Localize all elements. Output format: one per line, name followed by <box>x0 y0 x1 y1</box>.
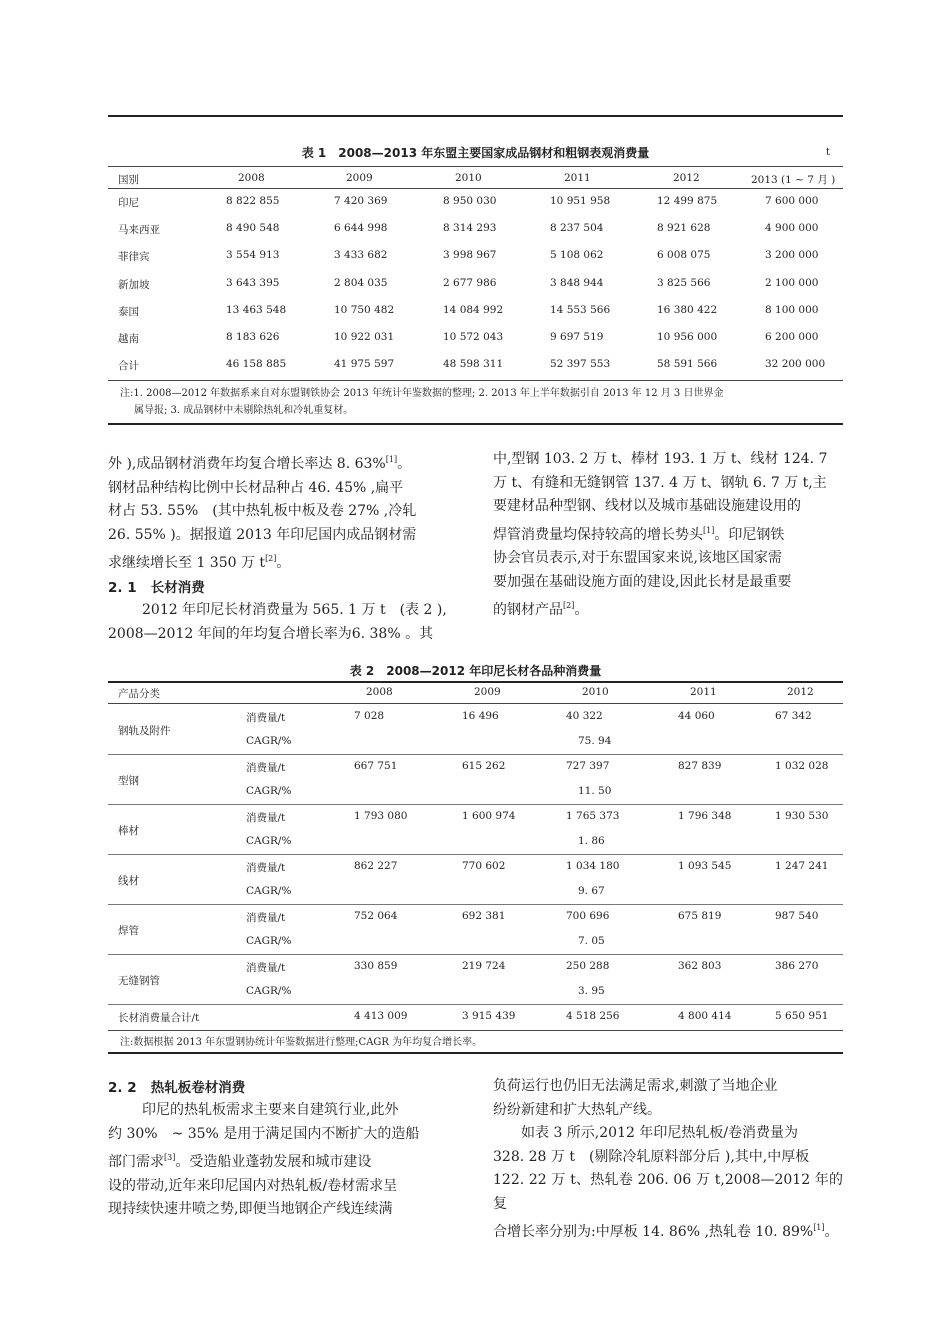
citation: [1] <box>385 455 398 464</box>
table1-cell: 48 598 311 <box>443 358 504 371</box>
table2-cell: 1 600 974 <box>462 810 516 822</box>
table1-bottom-rule <box>108 380 843 381</box>
text-line: 。受造船业蓬勃发展和城市建设 <box>175 1154 372 1170</box>
text-line: 外 ),成品钢材消费年均复合增长率达 8. 63% <box>108 456 386 472</box>
text-line: 约 30% ~ 35% 是用于满足国内不断扩大的造船 <box>108 1125 420 1142</box>
table1-caption: 表 1 2008—2013 年东盟主要国家成品钢材和粗钢表观消费量 <box>301 146 650 160</box>
table1-cell: 16 380 422 <box>657 303 718 316</box>
table1-cell: 3 200 000 <box>765 249 819 262</box>
table1-cell: 10 572 043 <box>443 331 504 343</box>
section-title: 长材消费 <box>150 580 205 596</box>
table2-cell: 987 540 <box>775 910 819 922</box>
table1-header-cell: 国别 <box>118 174 139 186</box>
table2-cell: 1 034 180 <box>566 860 620 872</box>
table2-metric-label: CAGR/% <box>246 985 292 997</box>
table2-cell: 1 793 080 <box>354 810 408 822</box>
section-number: 2. 2 <box>108 1080 137 1096</box>
table1-cell: 32 200 000 <box>765 358 826 371</box>
text-line: 合增长率分别为:中厚板 14. 86% ,热轧卷 10. 89% <box>493 1224 814 1240</box>
table1-cell: 8 183 626 <box>226 331 280 343</box>
citation: [2] <box>563 601 575 610</box>
section-title: 热轧板卷材消费 <box>150 1080 246 1096</box>
table2-cell: 770 602 <box>462 860 506 872</box>
table2-cell: 362 803 <box>678 960 722 972</box>
table1-row-label: 菲律宾 <box>118 251 150 264</box>
table2-cell: 667 751 <box>354 760 398 772</box>
table2-total-cell: 4 800 414 <box>678 1010 732 1022</box>
table1-cell: 10 750 482 <box>334 303 395 316</box>
text-line: 协会官员表示,对于东盟国家来说,该地区国家需 <box>493 550 782 566</box>
text-line: 印尼的热轧板需求主要来自建筑行业,此外 <box>142 1102 399 1118</box>
table2-cell: 1 930 530 <box>775 810 829 822</box>
table2-metric-label: CAGR/% <box>246 785 292 797</box>
text-line: 纷纷新建和扩大热轧产线。 <box>493 1101 661 1118</box>
table2-metric-label: 消费量/t <box>246 712 286 724</box>
table1-cell: 52 397 553 <box>550 358 611 371</box>
text-line: 要建材品种型钢、线材以及城市基础设施建设用的 <box>493 498 801 514</box>
table1-cell: 13 463 548 <box>226 303 287 316</box>
table1-header-rule-bottom <box>108 188 843 189</box>
citation: [1] <box>813 1223 825 1232</box>
table2-cell: 862 227 <box>354 860 398 872</box>
text-line: 2012 年印尼长材消费量为 565. 1 万 t (表 2 ), <box>142 602 447 618</box>
table1-note-line: 注:1. 2008—2012 年数据系来自对东盟钢铁协会 2013 年统计年鉴数据的整理; 2. 2013 年上半年数据引自 2013 年 12 月 3 日世界金 <box>120 388 724 399</box>
table2-row-separator <box>108 754 843 755</box>
table2-cell: 700 696 <box>566 910 610 922</box>
table2-metric-label: 消费量/t <box>246 862 286 874</box>
citation: [1] <box>703 525 715 535</box>
table2-cell: 330 859 <box>354 960 398 972</box>
text-line: 。印尼钢铁 <box>714 526 785 543</box>
table2-cell: 615 262 <box>462 760 506 772</box>
table1-top-rule <box>108 115 843 117</box>
text-line: 中,型钢 103. 2 万 t、棒材 193. 1 万 t、线材 124. 7 <box>493 451 828 467</box>
table1-cell: 3 848 944 <box>550 276 604 289</box>
table1-cell: 10 956 000 <box>657 331 718 343</box>
text-line: 现持续快速井喷之势,即便当地钢企产线连续满 <box>108 1201 393 1217</box>
table2-metric-label: CAGR/% <box>246 885 292 897</box>
table1-cell: 2 100 000 <box>765 276 819 289</box>
table1-row-label: 新加坡 <box>118 278 150 291</box>
table2-total-label: 长材消费量合计/t <box>118 1012 200 1024</box>
table1-header-cell: 2011 <box>564 172 591 184</box>
text-line: 328. 28 万 t (剔除冷轧原料部分后 ),其中,中厚板 <box>493 1148 810 1165</box>
text-line: 。 <box>574 602 589 618</box>
table1-header-cell: 2013 (1 ~ 7 月 ) <box>751 174 836 186</box>
table2-total-cell: 4 413 009 <box>354 1010 408 1022</box>
table1-cell: 12 499 875 <box>657 195 718 207</box>
table1-cell: 9 697 519 <box>550 331 604 343</box>
table2-total-cell: 3 915 439 <box>462 1010 516 1022</box>
table1-cell: 4 900 000 <box>765 222 819 235</box>
table2-header-cell: 2011 <box>690 686 717 698</box>
section-number: 2. 1 <box>108 580 137 596</box>
table2-total-cell: 5 650 951 <box>775 1010 829 1022</box>
table2-metric-label: CAGR/% <box>246 935 292 947</box>
table2-cell: 1 247 241 <box>775 860 829 872</box>
table2-cell: 386 270 <box>775 960 819 972</box>
left-paragraph-1 <box>108 448 463 576</box>
table2-cagr-cell: 1. 86 <box>578 835 605 847</box>
table1-end-rule <box>108 423 843 425</box>
text-line: 设的带动,近年来印尼国内对热轧板/卷材需求呈 <box>108 1177 398 1194</box>
table2-category-label: 钢轨及附件 <box>118 725 171 737</box>
table2-category-label: 线材 <box>118 875 139 887</box>
table1-cell: 8 822 855 <box>226 195 280 207</box>
table2-end-rule <box>108 1052 843 1054</box>
text-line: 万 t、有缝和无缝钢管 137. 4 万 t、钢轨 6. 7 万 t,主 <box>493 474 827 491</box>
table1-row-label: 越南 <box>118 333 139 345</box>
table2-total-cell: 4 518 256 <box>566 1010 620 1022</box>
table1-cell: 58 591 566 <box>657 358 718 371</box>
text-line: 要加强在基础设施方面的建设,因此长材是最重要 <box>493 573 792 590</box>
table2-cell: 219 724 <box>462 960 506 972</box>
table2-cell: 1 796 348 <box>678 810 732 822</box>
table2-category-label: 型钢 <box>118 775 139 787</box>
table2-header-cell: 2009 <box>474 686 501 698</box>
table1-cell: 41 975 597 <box>334 358 395 371</box>
table1-cell: 8 237 504 <box>550 222 604 235</box>
table1-cell: 8 314 293 <box>443 222 497 235</box>
table1-cell: 6 644 998 <box>334 222 388 235</box>
table2-cagr-cell: 9. 67 <box>578 885 605 897</box>
table2-row-separator <box>108 904 843 905</box>
table1-header-cell: 2010 <box>455 172 482 184</box>
table2-header-cell: 产品分类 <box>118 688 160 700</box>
table2-cell: 7 028 <box>354 710 385 722</box>
table1-cell: 3 433 682 <box>334 249 388 262</box>
table2-metric-label: 消费量/t <box>246 762 286 774</box>
table1-note <box>120 385 840 419</box>
table1-cell: 14 553 566 <box>550 303 611 316</box>
text-line: 26. 55% )。据报道 2013 年印尼国内成品钢材需 <box>108 526 417 543</box>
right-paragraph-1 <box>493 448 843 623</box>
text-line: 的钢材产品 <box>493 602 563 618</box>
table1-cell: 10 951 958 <box>550 195 611 207</box>
table1-cell: 8 921 628 <box>657 222 711 235</box>
text-line: 122. 22 万 t、热轧卷 206. 06 万 t,2008—2012 年的复 <box>493 1172 843 1212</box>
table2-note: 注:数据根据 2013 年东盟钢协统计年鉴数据进行整理;CAGR 为年均复合增长率。 <box>120 1037 483 1048</box>
table2-cell: 1 032 028 <box>775 760 829 772</box>
table2-cagr-cell: 7. 05 <box>578 935 605 947</box>
table2-cell: 727 397 <box>566 760 610 772</box>
table2-cell: 1 765 373 <box>566 810 620 822</box>
table1-cell: 3 825 566 <box>657 276 711 289</box>
left-paragraph-2 <box>108 599 463 646</box>
table1-header-rule-top <box>108 166 843 167</box>
table2-cell: 16 496 <box>462 710 499 722</box>
table2-row-separator <box>108 954 843 955</box>
table1-cell: 3 998 967 <box>443 249 497 262</box>
text-line: 。 <box>276 555 291 571</box>
table2-header-cell: 2010 <box>582 686 609 698</box>
table2-cell: 250 288 <box>566 960 610 972</box>
table1-row-label: 马来西亚 <box>118 224 160 237</box>
text-line: 。 <box>824 1224 839 1240</box>
table1-cell: 7 600 000 <box>765 195 819 207</box>
section-heading-2-2 <box>108 1076 245 1096</box>
table1-header-cell: 2009 <box>346 172 373 184</box>
table2-top-rule <box>108 681 843 683</box>
section-heading-2-1 <box>108 576 205 596</box>
text-line: 。 <box>397 456 412 472</box>
table2-cagr-cell: 11. 50 <box>578 785 612 797</box>
table2-cell: 675 819 <box>678 910 722 922</box>
text-line: 部门需求 <box>108 1154 164 1170</box>
table2-row-separator <box>108 804 843 805</box>
table1-cell: 2 677 986 <box>443 276 497 289</box>
table1-cell: 46 158 885 <box>226 358 287 371</box>
table2-metric-label: CAGR/% <box>246 735 292 747</box>
table1-cell: 8 100 000 <box>765 303 819 316</box>
table2-caption: 表 2 2008—2012 年印尼长材各品种消费量 <box>349 664 602 678</box>
table2-metric-label: 消费量/t <box>246 962 286 974</box>
table2-cell: 67 342 <box>775 710 812 722</box>
table1-unit: t <box>826 147 831 158</box>
table2-cagr-cell: 75. 94 <box>578 735 612 747</box>
table2-header-rule <box>108 703 843 704</box>
table1-row-label: 泰国 <box>118 305 139 318</box>
table2-category-label: 无缝钢管 <box>118 975 160 987</box>
citation: [2] <box>265 554 277 563</box>
table1-cell: 10 922 031 <box>334 331 395 343</box>
text-line: 焊管消费量均保持较高的增长势头 <box>493 526 703 543</box>
table2-cell: 40 322 <box>566 710 603 722</box>
citation: [3] <box>164 1153 176 1162</box>
table2-category-label: 棒材 <box>118 825 139 837</box>
text-line: 如表 3 所示,2012 年印尼热轧板/卷消费量为 <box>521 1125 799 1141</box>
table2-bottom-rule <box>108 1030 843 1031</box>
table2-metric-label: 消费量/t <box>246 812 286 824</box>
text-line: 负荷运行也仍旧无法满足需求,刺激了当地企业 <box>493 1078 778 1094</box>
table1-cell: 3 554 913 <box>226 249 280 262</box>
table2-row-separator <box>108 1004 843 1005</box>
table2-cell: 827 839 <box>678 760 722 772</box>
left-paragraph-3 <box>108 1099 463 1222</box>
table1-cell: 6 008 075 <box>657 249 711 262</box>
table1-cell: 5 108 062 <box>550 249 604 262</box>
table2-cell: 1 093 545 <box>678 860 732 872</box>
table1-cell: 8 950 030 <box>443 195 497 207</box>
table2-cagr-cell: 3. 95 <box>578 985 605 997</box>
table2-header-cell: 2012 <box>787 686 814 698</box>
table1-row-label: 印尼 <box>118 197 139 209</box>
table1-cell: 3 643 395 <box>226 276 280 289</box>
table2-metric-label: 消费量/t <box>246 912 286 924</box>
text-line: 钢材品种结构比例中长材品种占 46. 45% ,扁平 <box>108 479 404 496</box>
table2-cell: 44 060 <box>678 710 715 722</box>
text-line: 求继续增长至 1 350 万 t <box>108 555 266 571</box>
table1-row-label: 合计 <box>118 360 139 373</box>
table2-row-separator <box>108 854 843 855</box>
table1-header-cell: 2008 <box>238 172 265 184</box>
table1-note-line: 属导报; 3. 成品钢材中未剔除热轧和冷轧重复材。 <box>134 405 354 416</box>
text-line: 2008—2012 年间的年均复合增长率为6. 38% 。其 <box>108 625 434 642</box>
table2-cell: 692 381 <box>462 910 506 922</box>
right-paragraph-2 <box>493 1075 843 1245</box>
table1-cell: 8 490 548 <box>226 222 280 235</box>
table1-header-cell: 2012 <box>673 172 700 184</box>
table1-cell: 6 200 000 <box>765 331 819 343</box>
table1-cell: 14 084 992 <box>443 303 504 316</box>
table2-cell: 752 064 <box>354 910 398 922</box>
table1-cell: 2 804 035 <box>334 276 388 289</box>
table2-metric-label: CAGR/% <box>246 835 292 847</box>
table2-header-cell: 2008 <box>366 686 393 698</box>
table1-cell: 7 420 369 <box>334 195 388 207</box>
table2-category-label: 焊管 <box>118 925 139 937</box>
text-line: 材占 53. 55% (其中热轧板中板及卷 27% ,冷轧 <box>108 503 417 519</box>
